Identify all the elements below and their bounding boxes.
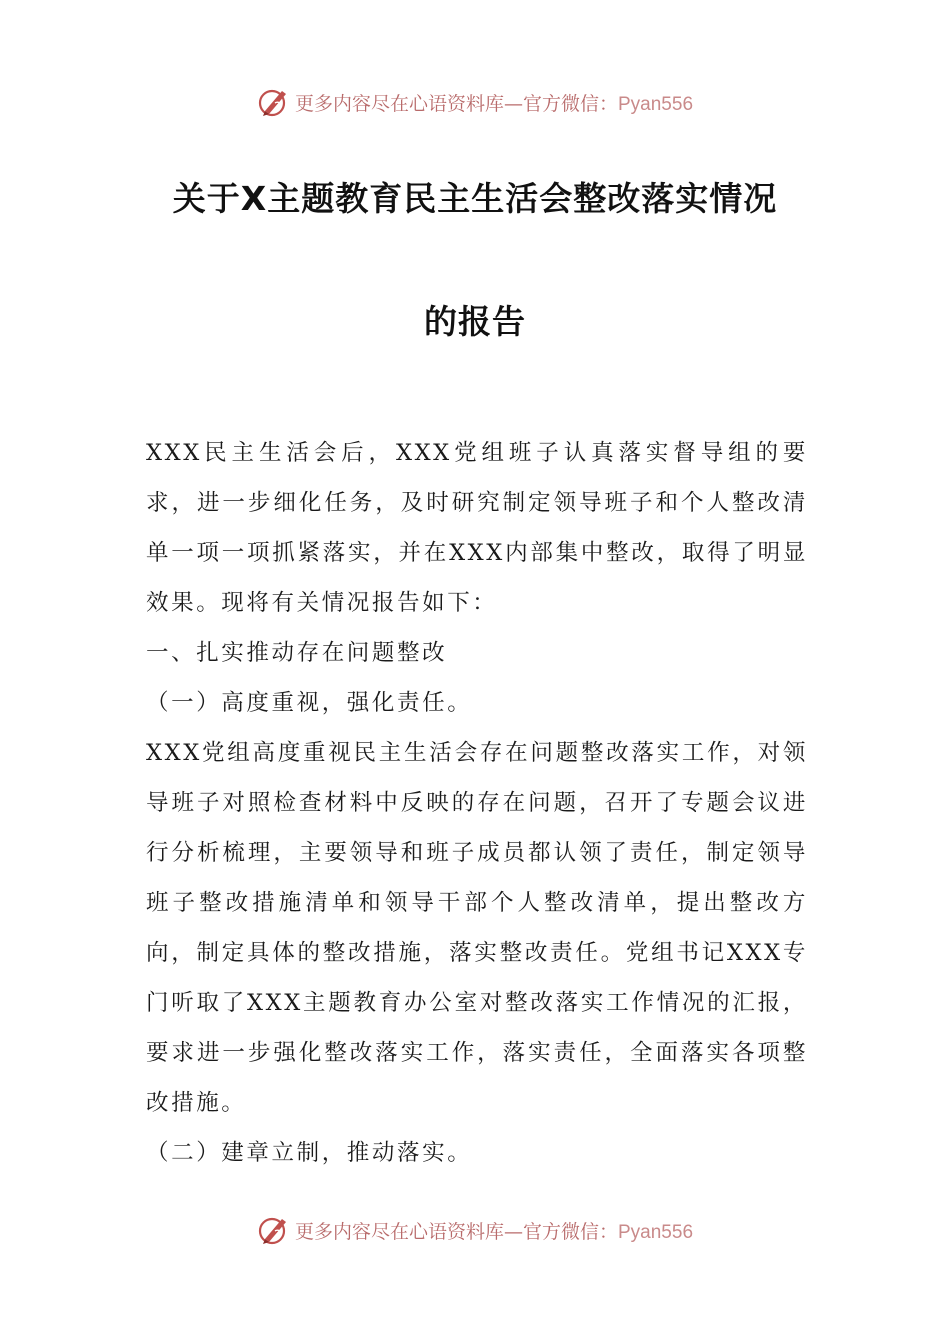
watermark-banner-top xyxy=(0,82,950,122)
watermark-text xyxy=(295,89,693,116)
document-title-line-1: 关于X主题教育民主生活会整改落实情况 xyxy=(172,179,778,218)
watermark-text xyxy=(295,1217,693,1244)
watermark-wechat-id: Pyan556 xyxy=(618,93,694,115)
watermark-banner-bottom xyxy=(0,1210,950,1250)
watermark-label: 更多内容尽在心语资料库—官方微信： xyxy=(294,92,618,115)
watermark-wechat-id: Pyan556 xyxy=(618,1221,694,1243)
subsection-heading-2: （二）建章立制，推动落实。 xyxy=(146,1140,473,1166)
paragraph-body-1: XXX党组高度重视民主生活会存在问题整改落实工作，对领导班子对照检查材料中反映的存在问题，召开了专题会议进行分析梳理，主要领导和班子成员都认领了责任，制定领导班子整改措施清单和领导干部个人整改清单，提出整改方向，制定具体的整改措施，落实整改责任。党组书记XXX专门听取了XXX主题教育办公室对整改落实工作情况的汇报，要求进一步强化整改落实工作，落实责任，全面落实各项整改措施。 xyxy=(146,740,808,1116)
document-body xyxy=(146,428,808,1178)
subsection-heading-1: （一）高度重视，强化责任。 xyxy=(146,690,473,716)
pen-logo-icon xyxy=(257,1213,291,1247)
document-title-line-2: 的报告 xyxy=(424,302,526,341)
paragraph-intro: XXX民主生活会后，XXX党组班子认真落实督导组的要求，进一步细化任务，及时研究制定领导班子和个人整改清单一项一项抓紧落实，并在XXX内部集中整改，取得了明显效果。现将有关情况报告如下： xyxy=(146,440,808,616)
pen-logo-icon xyxy=(257,85,291,119)
watermark-label: 更多内容尽在心语资料库—官方微信： xyxy=(294,1220,618,1243)
section-heading-1: 一、扎实推动存在问题整改 xyxy=(146,640,448,666)
